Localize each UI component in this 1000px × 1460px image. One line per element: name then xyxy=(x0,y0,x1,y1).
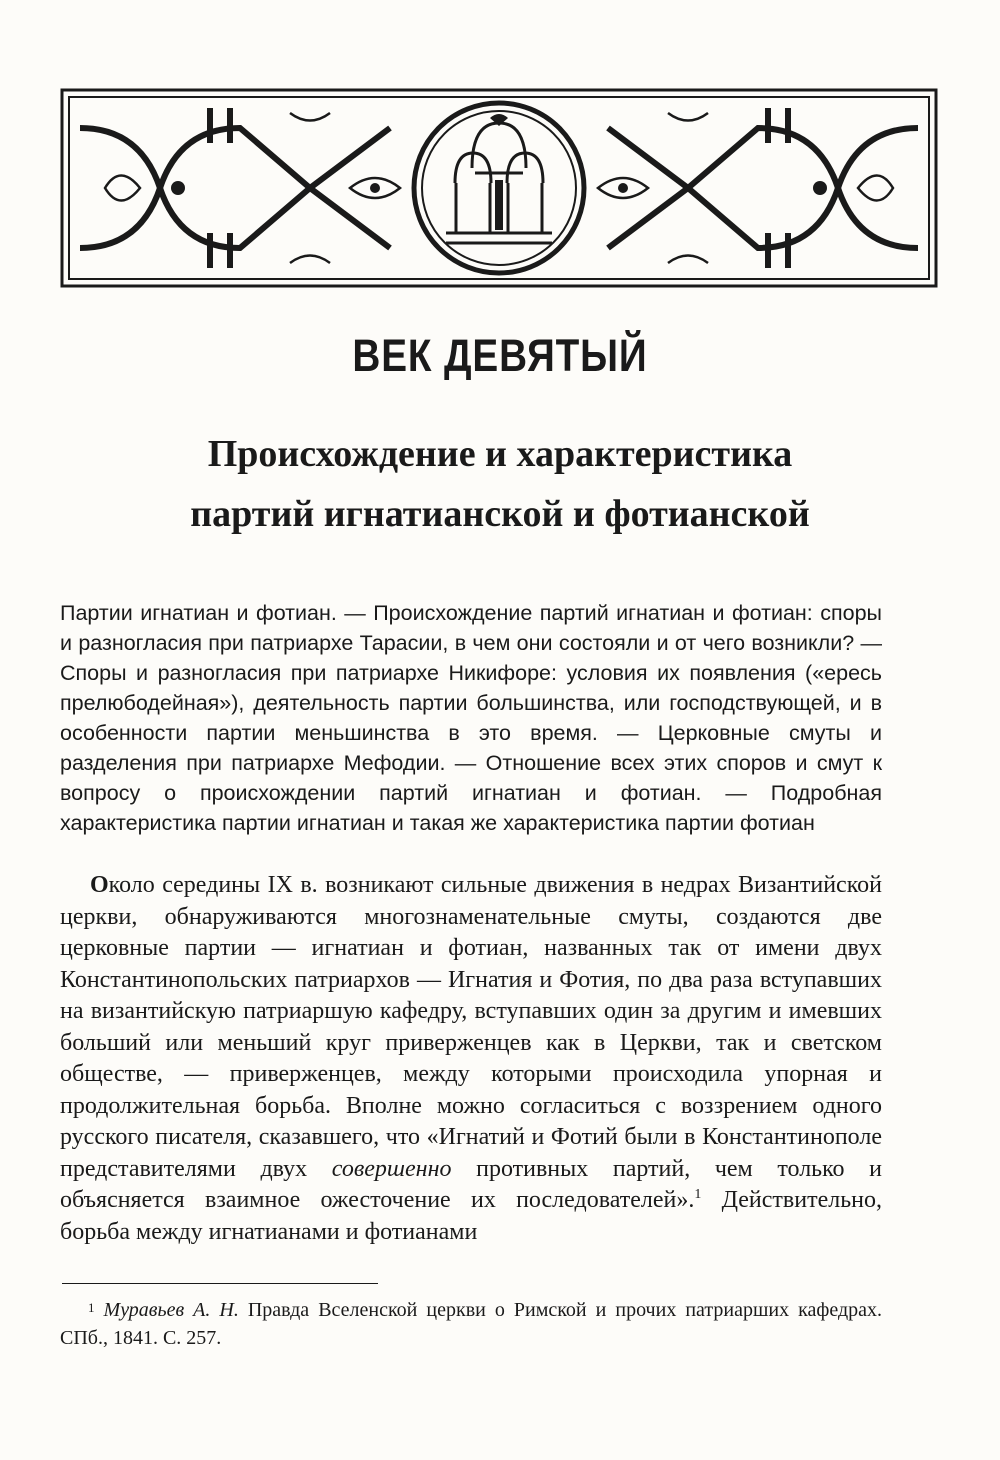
chapter-summary: Партии игнатиан и фотиан. — Происхождение партий игнатиан и фотиан: споры и разногласия при патриархе Тарасии, в чем они состояли и от чего возникли? — Споры и разногласия при патриархе Никифоре: условия их появления («ересь прелюбодейная»), деятельность партии большинства, или господствующей, и в особенности партии меньшинства в это время. — Церковные смуты и разделения при патриархе Мефодии. — Отношение всех этих споров и смут к вопросу о происхождении партий игнатиан и фотиан. — Подробная характеристика партии игнатиан и такая же характеристика партии фотиан xyxy=(60,601,882,835)
footnote-author: Муравьев А. Н. xyxy=(103,1299,239,1321)
section-title xyxy=(0,424,1000,544)
body-text-part-2: противных партий, чем только и объясняется взаимное ожесточение их последователей». xyxy=(60,1155,883,1213)
body-text-part-1: коло середины IX в. возникают сильные движения в недрах Византийской церкви, обнаруживаются многознаменательные смуты, создаются две церковные партии — игнатиан и фотиан, названных так от имени двух Константинопольских патриархов — Игнатия и Фотия, по два раза вступавших на византийскую патриаршую кафедру, вступавших один за другим и имевших больший или меньший круг приверженцев как в Церкви, так и светском обществе, — приверженцев, между которыми происходила упорная и продолжительная борьба. Вполне можно согласиться с воззрением одного русского писателя, сказавшего, что «Игнатий и Фотий были в Константинополе представителями двух xyxy=(60,872,882,1182)
body-text-part-3: Действительно, борьба между игнатианами и фотианами xyxy=(60,1187,883,1245)
footnote-number: 1 xyxy=(88,1300,95,1315)
dropcap-letter: О xyxy=(90,872,109,898)
footnote xyxy=(60,1296,882,1352)
body-paragraph xyxy=(60,870,882,1248)
footnote-divider xyxy=(62,1283,378,1284)
footnote-text: Правда Вселенской церкви о Римской и прочих патриарших кафедрах. СПб., 1841. С. 257. xyxy=(60,1299,882,1349)
chapter-title: ВЕК ДЕВЯТЫЙ xyxy=(352,330,648,381)
body-emphasis: совершенно xyxy=(331,1155,452,1182)
section-title-line-2: партий игнатианской и фотианской xyxy=(190,493,810,535)
section-title-line-1: Происхождение и характеристика xyxy=(207,433,793,475)
footnote-reference[interactable]: 1 xyxy=(694,1187,702,1202)
header-ornament xyxy=(60,88,938,288)
